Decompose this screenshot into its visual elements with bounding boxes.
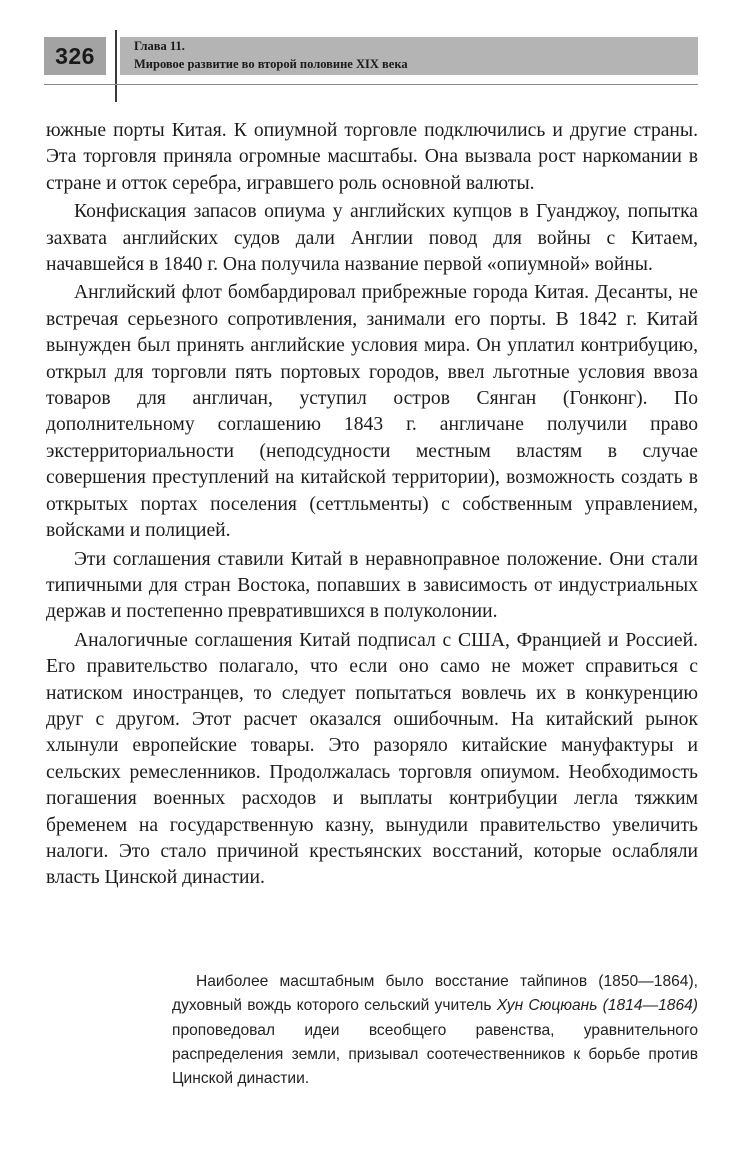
paragraph: Аналогичные соглашения Китай подписал с США, Францией и Россией. Его правительство полагало, что если оно само не может справиться с натиском иностранцев, то следует попытаться вовлечь их в конкуренцию друг с другом. Этот расчет оказался ошибочным. На китайский рынок хлынули европейские товары. Это разоряло китайские мануфактуры и сельских ремесленников. Продолжалась торговля опиумом. Необходимость погашения военных расходов и выплаты контрибуции легла тяжким бременем на государственную казну, вынудили правительство увеличить налоги. Это стало причиной крестьянских восстаний, которые ослабляли власть Цинской династии. xyxy=(46,629,698,889)
paragraph: южные порты Китая. К опиумной торговле подключились и другие страны. Эта торговля приняла огромные масштабы. Она вызвала рост наркомании в стране и отток серебра, игравшего роль основной валюты. xyxy=(46,120,698,194)
header-divider-horizontal xyxy=(44,84,698,85)
aside-leader: Хун Сюцюань (1814—1864) xyxy=(496,997,698,1015)
page-number-box xyxy=(44,37,106,75)
chapter-number: Глава 11. xyxy=(134,39,185,53)
paragraph: Английский флот бомбардировал прибрежные города Китая. Десанты, не встречая серьезного сопротивления, занимали его порты. В 1842 г. Китай вынужден был принять английские условия мира. Он уплатил контрибуцию, открыл для торговли пять портовых городов, ввел льготные условия ввоза товаров для англичан, уступил остров Сянган (Гонконг). По дополнительному соглашению 1843 г. англичане получили право экстерриториальности (неподсудности местным властям в случае совершения преступлений на китайской территории), возможность создать в открытых портах поселения (сеттльменты) с собственным управлением, войсками и полицией. xyxy=(46,282,698,542)
paragraph: Конфискация запасов опиума у английских купцов в Гуанджоу, попытка захвата английских судов дали Англии повод для войны с Китаем, начавшейся в 1840 г. Она получила название первой «опиумной» войны. xyxy=(46,201,698,276)
page-number: 326 xyxy=(55,42,95,69)
aside-paragraph xyxy=(172,970,698,1091)
aside-note xyxy=(172,970,698,1091)
main-text xyxy=(46,118,698,894)
aside-rest: проповедовал идеи всеобщего равенства, уравнительного распределения земли, призывал соотечественников к борьбе против Цинской династии. xyxy=(172,1021,698,1088)
header-divider-vertical xyxy=(115,30,117,102)
paragraph: Эти соглашения ставили Китай в неравноправное положение. Они стали типичными для стран Востока, попавших в зависимость от индустриальных держав и постепенно превратившихся в полуколонии. xyxy=(46,548,698,623)
chapter-title: Мировое развитие во второй половине XIX века xyxy=(134,57,408,71)
running-header xyxy=(134,37,694,73)
aside-intro: Наиболее масштабным было восстание тайпинов (1850—1864), духовный вождь которого сельский учитель xyxy=(172,973,698,1015)
